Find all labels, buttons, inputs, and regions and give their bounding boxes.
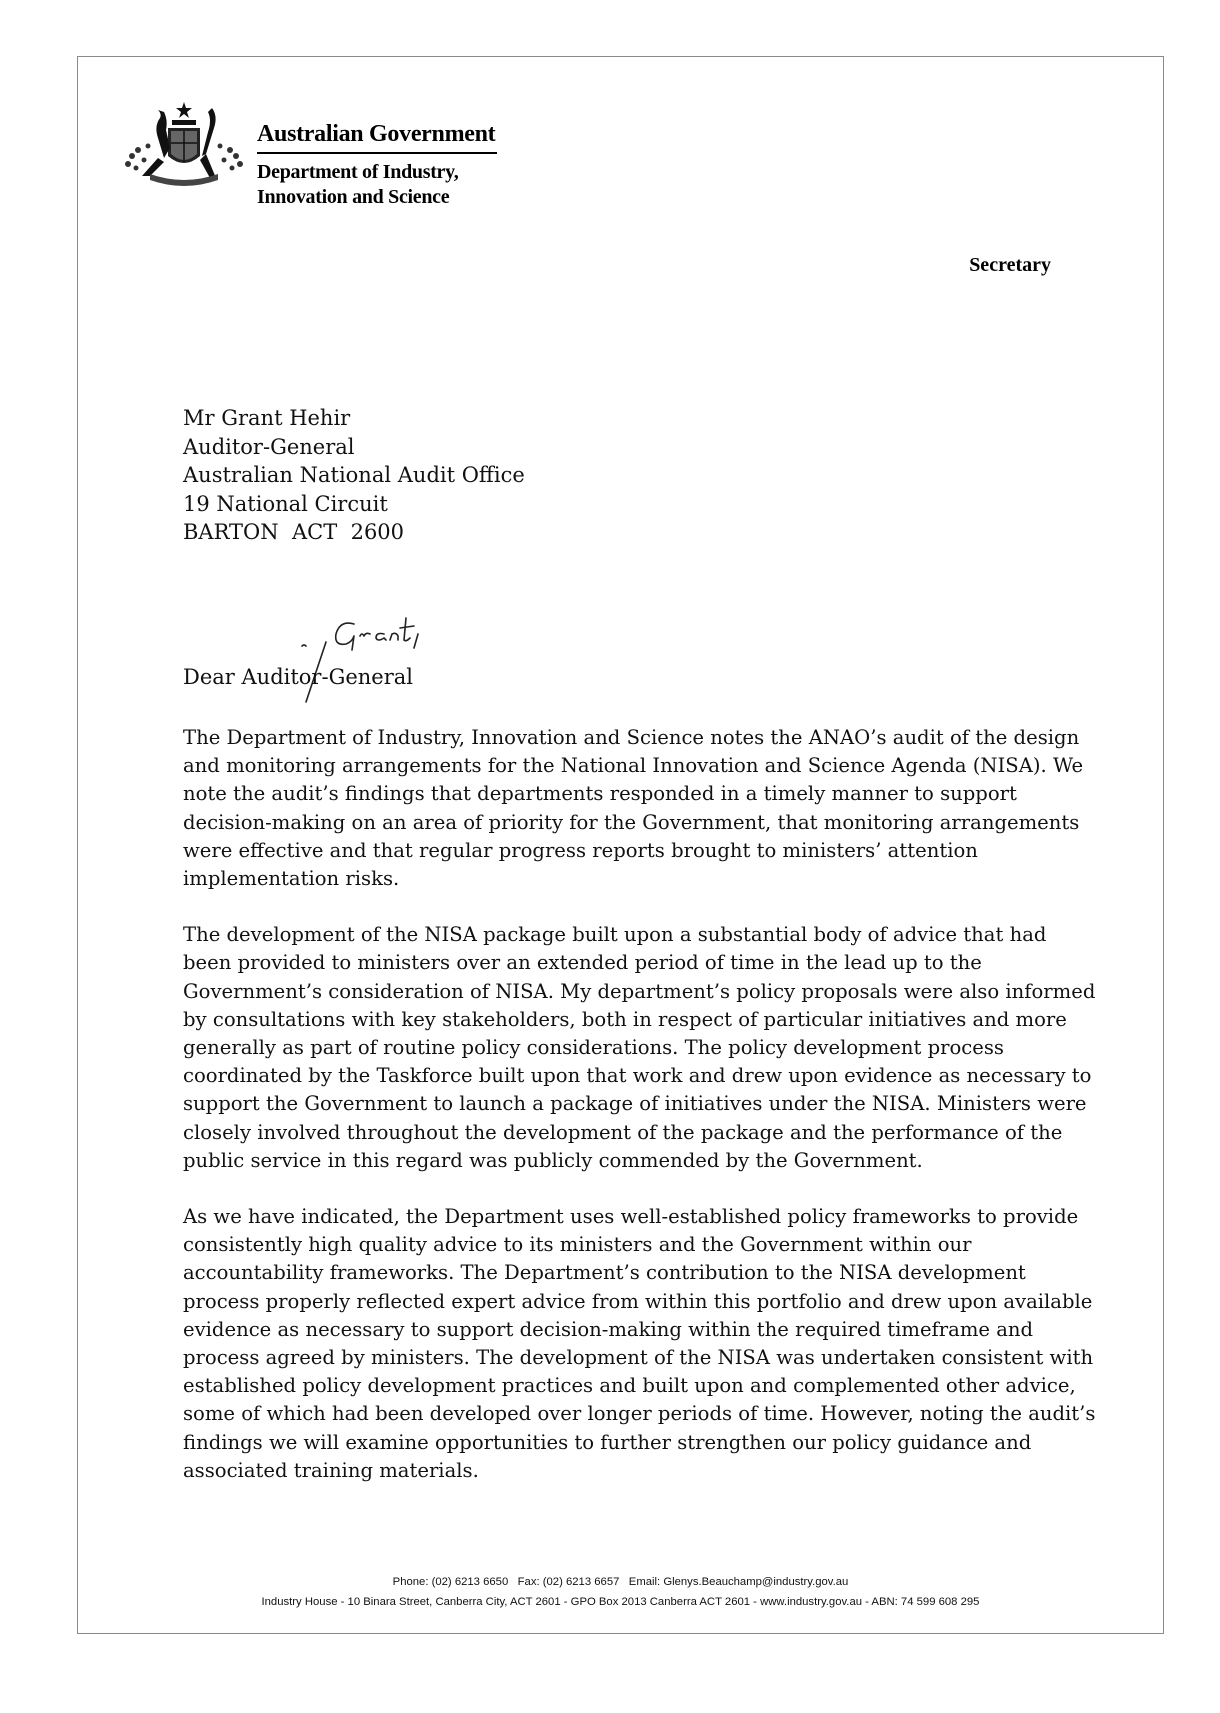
recipient-locality: BARTON ACT 2600 bbox=[183, 520, 405, 544]
letter-body bbox=[183, 724, 1098, 1513]
recipient-address bbox=[183, 404, 525, 547]
department-name-line2: Innovation and Science bbox=[257, 185, 450, 208]
paragraph: The development of the NISA package built upon a substantial body of advice that had been provided to ministers over an extended period of time in the lead up to the Government’s consideration of NISA. My department’s policy proposals were also informed by consultations with key stakeholders, both in respect of particular initiatives and more generally as part of routine policy considerations. The policy development process coordinated by the Taskforce built upon that work and drew upon evidence as necessary to support the Government to launch a package of initiatives under the NISA. Ministers were closely involved throughout the development of the package and the performance of the public service in this regard was publicly commended by the Government. bbox=[183, 923, 1096, 1172]
letterhead-rule bbox=[257, 152, 497, 154]
recipient-organisation: Australian National Audit Office bbox=[183, 463, 525, 487]
handwritten-salutation bbox=[292, 606, 467, 706]
government-name: Australian Government bbox=[257, 121, 496, 147]
paragraph: The Department of Industry, Innovation and Science notes the ANAO’s audit of the design and monitoring arrangements for the National Innovation and Science Agenda (NISA). We note the audit’s findings that departments responded in a timely manner to support decision-making on an area of priority for the Government, that monitoring arrangements were effective and that regular progress reports brought to ministers’ attention implementation risks. bbox=[183, 726, 1084, 891]
salutation: Dear Auditor-General bbox=[183, 665, 413, 689]
paragraph: As we have indicated, the Department uses well-established policy frameworks to provide consistently high quality advice to its ministers and the Government within our accountability frameworks. The Department’s contribution to the NISA development process properly reflected expert advice from within this portfolio and drew upon available evidence as necessary to support decision-making within the required timeframe and process agreed by ministers. The development of the NISA was undertaken consistent with established policy development practices and built upon and complemented other advice, some of which had been developed over longer periods of time. However, noting the audit’s findings we will examine opportunities to further strengthen our policy guidance and associated training materials. bbox=[183, 1205, 1096, 1482]
coat-of-arms-icon bbox=[120, 98, 248, 190]
recipient-name: Mr Grant Hehir bbox=[183, 406, 351, 430]
footer-contact-line: Phone: (02) 6213 6650 Fax: (02) 6213 6657 Email: Glenys.Beauchamp@industry.gov.au bbox=[392, 1576, 849, 1588]
department-name-line1: Department of Industry, bbox=[257, 160, 459, 183]
letterhead bbox=[257, 120, 497, 210]
recipient-title: Auditor-General bbox=[183, 434, 355, 459]
footer bbox=[77, 1572, 1164, 1612]
sender-title: Secretary bbox=[969, 254, 1051, 276]
footer-address-line: Industry House - 10 Binara Street, Canberra City, ACT 2601 - GPO Box 2013 Canberra ACT 2601 - www.industry.gov.au - ABN: 74 599 608 295 bbox=[261, 1596, 980, 1608]
recipient-street: 19 National Circuit bbox=[183, 491, 388, 516]
